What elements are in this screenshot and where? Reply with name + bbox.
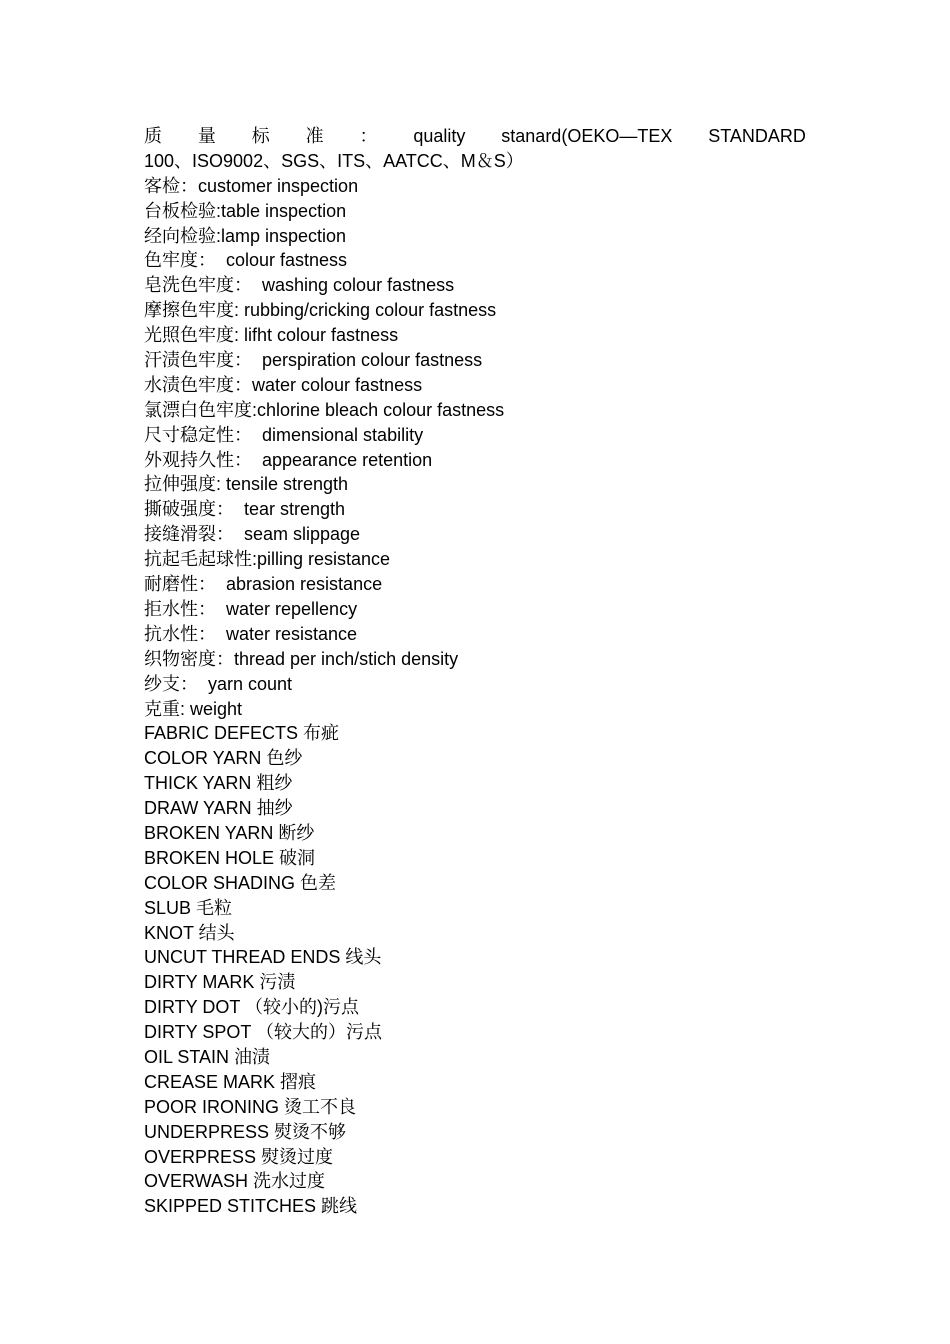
term-line: 外观持久性： appearance retention	[144, 449, 433, 470]
defect-line: OVERWASH 洗水过度	[144, 1171, 326, 1192]
term-line: 克重: weight	[144, 698, 243, 719]
heading-line-1	[144, 124, 806, 149]
defect-line: BROKEN YARN 断纱	[144, 822, 315, 843]
heading-word: quality	[413, 126, 466, 146]
heading-word: 质	[144, 126, 162, 146]
term-line: 皂洗色牢度： washing colour fastness	[144, 275, 455, 296]
term-line: 织物密度：thread per inch/stich density	[144, 648, 459, 669]
term-line: 氯漂白色牢度:chlorine bleach colour fastness	[144, 399, 505, 420]
defect-line: OVERPRESS 熨烫过度	[144, 1146, 334, 1167]
defect-line: UNCUT THREAD ENDS 线头	[144, 947, 382, 968]
defect-line: DIRTY SPOT （较大的）污点	[144, 1022, 383, 1043]
defect-line: SLUB 毛粒	[144, 897, 233, 918]
defect-heading: FABRIC DEFECTS 布疵	[144, 723, 340, 744]
defect-line: UNDERPRESS 熨烫不够	[144, 1121, 347, 1142]
term-line: 摩擦色牢度: rubbing/cricking colour fastness	[144, 300, 497, 321]
term-line: 台板检验:table inspection	[144, 200, 347, 221]
term-line: 抗起毛起球性:pilling resistance	[144, 549, 391, 570]
heading-word: 标	[251, 126, 270, 146]
term-line: 纱支： yarn count	[144, 673, 293, 694]
term-line: 经向检验:lamp inspection	[144, 225, 347, 246]
defect-line: DRAW YARN 抽纱	[144, 798, 293, 819]
term-line: 色牢度： colour fastness	[144, 250, 348, 271]
defect-line: COLOR SHADING 色差	[144, 872, 337, 893]
heading-word: STANDARD	[708, 126, 806, 146]
term-line: 耐磨性： abrasion resistance	[144, 574, 383, 595]
defect-line: COLOR YARN 色纱	[144, 748, 303, 769]
term-line: 撕破强度： tear strength	[144, 499, 346, 520]
defect-line: BROKEN HOLE 破洞	[144, 847, 316, 868]
term-line: 光照色牢度: lifht colour fastness	[144, 325, 399, 346]
defect-line: OIL STAIN 油渍	[144, 1046, 271, 1067]
term-line: 客检：customer inspection	[144, 175, 359, 196]
term-line: 汗渍色牢度： perspiration colour fastness	[144, 350, 483, 371]
defect-line: DIRTY MARK 污渍	[144, 972, 296, 993]
term-line: 接缝滑裂： seam slippage	[144, 524, 361, 545]
defect-line: THICK YARN 粗纱	[144, 773, 293, 794]
term-line: 拒水性： water repellency	[144, 598, 358, 619]
term-line: 水渍色牢度：water colour fastness	[144, 374, 423, 395]
heading-word: stanard(OEKO—TEX	[501, 126, 673, 146]
document-body	[144, 124, 806, 1219]
defect-line: DIRTY DOT （较小的)污点	[144, 997, 360, 1018]
defect-line: KNOT 结头	[144, 922, 235, 943]
heading-word: 准	[305, 126, 324, 146]
heading-word: 量	[197, 126, 216, 146]
term-line: 尺寸稳定性： dimensional stability	[144, 424, 424, 445]
heading-line-2: 100、ISO9002、SGS、ITS、AATCC、M＆S）	[144, 150, 524, 171]
term-line: 抗水性： water resistance	[144, 623, 358, 644]
term-line: 拉伸强度: tensile strength	[144, 474, 349, 495]
defect-line: SKIPPED STITCHES 跳线	[144, 1196, 358, 1217]
heading-word: ：	[359, 126, 378, 146]
defect-line: POOR IRONING 烫工不良	[144, 1096, 357, 1117]
defect-line: CREASE MARK 摺痕	[144, 1071, 317, 1092]
